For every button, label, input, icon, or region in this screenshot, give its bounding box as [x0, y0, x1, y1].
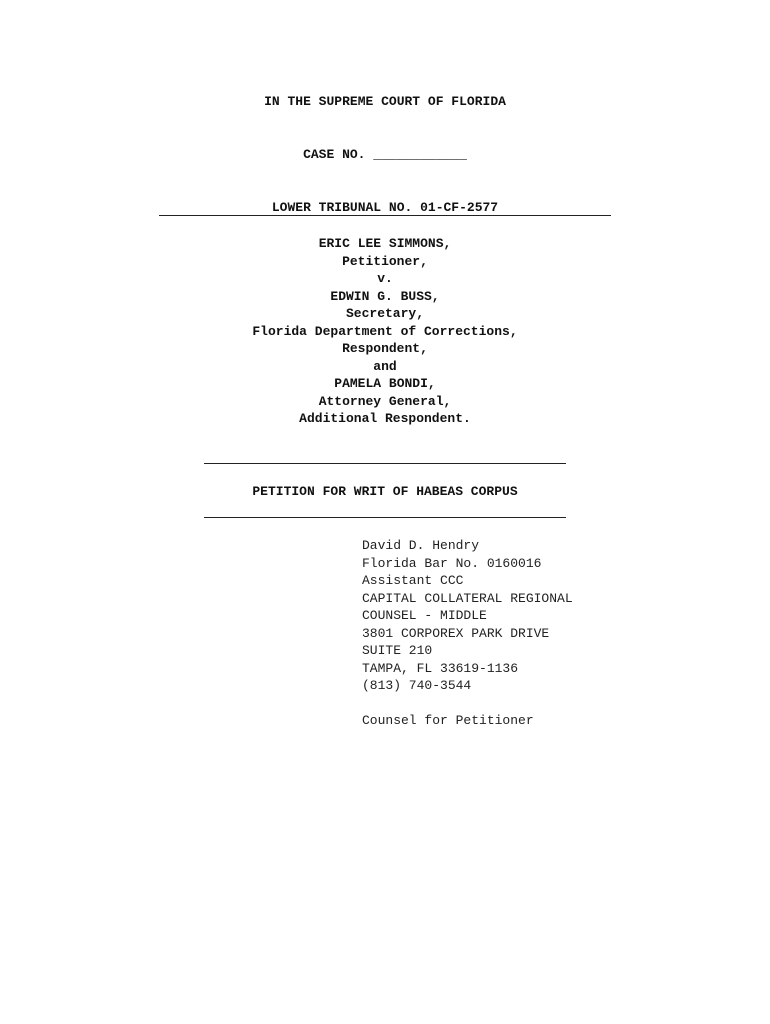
- petitioner-role: Petitioner,: [342, 253, 428, 269]
- document-title: PETITION FOR WRIT OF HABEAS CORPUS: [252, 484, 518, 499]
- additional-respondent-title: Attorney General,: [318, 393, 452, 409]
- respondent-agency: Florida Department of Corrections,: [252, 323, 518, 339]
- counsel-phone: (813) 740-3544: [362, 678, 472, 693]
- additional-respondent-role: Additional Respondent.: [299, 411, 471, 426]
- counsel-office-line-1: CAPITAL COLLATERAL REGIONAL: [362, 590, 573, 606]
- additional-respondent-name: PAMELA BONDI,: [334, 376, 436, 391]
- counsel-address-suite: SUITE 210: [362, 643, 433, 658]
- counsel-address-city: TAMPA, FL 33619-1136: [362, 660, 519, 676]
- petitioner-name: ERIC LEE SIMMONS,: [318, 236, 452, 251]
- counsel-name: David D. Hendry: [362, 538, 480, 553]
- conjunction: and: [373, 358, 397, 374]
- lower-tribunal-number: LOWER TRIBUNAL NO. 01-CF-2577: [271, 200, 499, 215]
- counsel-block: [362, 537, 573, 730]
- versus: v.: [377, 271, 393, 286]
- caption-divider-top: [159, 215, 611, 216]
- title-divider-bottom: [204, 517, 566, 518]
- counsel-position: Assistant CCC: [362, 573, 464, 588]
- case-number: CASE NO. ____________: [303, 147, 467, 162]
- counsel-bar-number: Florida Bar No. 0160016: [362, 555, 542, 571]
- title-divider-top: [204, 463, 566, 464]
- respondent-title: Secretary,: [345, 306, 424, 321]
- counsel-office-line-2: COUNSEL - MIDDLE: [362, 608, 487, 623]
- respondent-role: Respondent,: [342, 341, 428, 356]
- respondent-name: EDWIN G. BUSS,: [330, 288, 440, 304]
- parties-block: [0, 235, 770, 428]
- counsel-address-street: 3801 CORPOREX PARK DRIVE: [362, 625, 550, 641]
- court-heading: IN THE SUPREME COURT OF FLORIDA: [264, 94, 506, 109]
- counsel-role: Counsel for Petitioner: [362, 713, 534, 728]
